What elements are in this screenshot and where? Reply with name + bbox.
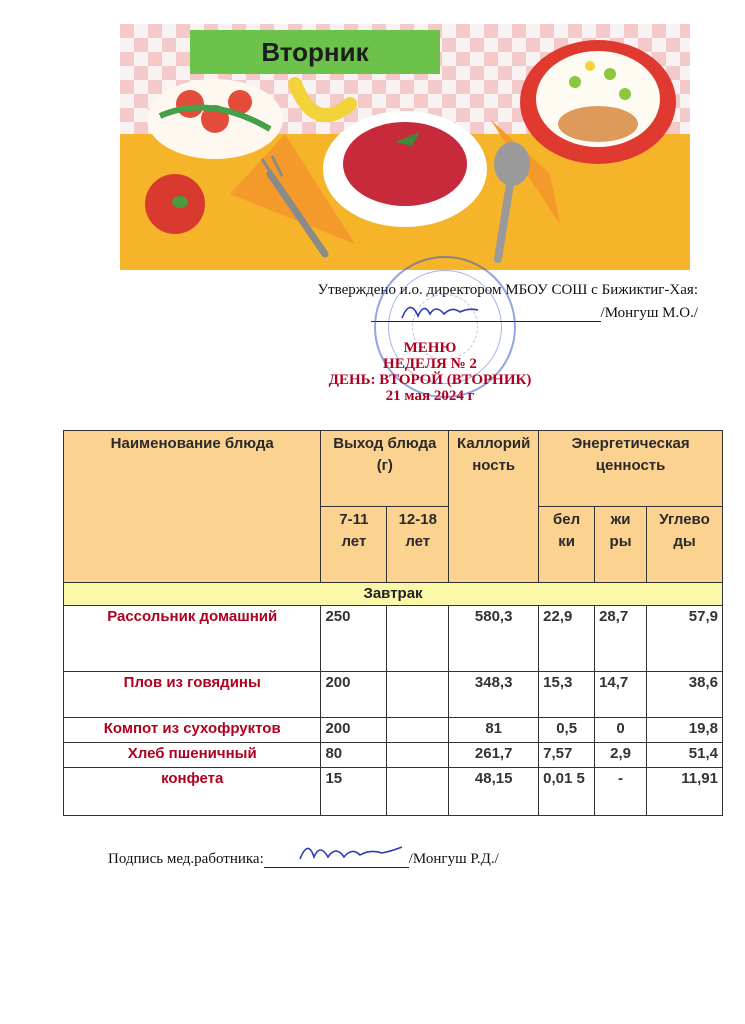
yield-12-18 [387, 672, 449, 718]
fat-value: 14,7 [595, 672, 647, 718]
header-dish: Наименование блюда [64, 431, 321, 583]
yield-12-18 [387, 768, 449, 816]
protein-value: 7,57 [539, 743, 595, 768]
director-signature [400, 296, 480, 326]
calories-value: 580,3 [449, 606, 539, 672]
yield-7-11: 15 [321, 768, 387, 816]
day-tag: Вторник [190, 30, 440, 74]
calories-value: 81 [449, 718, 539, 743]
yield-12-18 [387, 606, 449, 672]
yield-7-11: 200 [321, 672, 387, 718]
day-of-week: ДЕНЬ: ВТОРОЙ (ВТОРНИК) [328, 372, 532, 388]
medic-signature [296, 835, 406, 867]
section-breakfast: Завтрак [64, 583, 723, 606]
table-row [64, 743, 723, 768]
header-carbs: Углево ды [647, 507, 723, 583]
medic-name: /Монгуш Р.Д./ [408, 851, 499, 867]
calories-value: 348,3 [449, 672, 539, 718]
table-row [64, 768, 723, 816]
carbs-value: 51,4 [647, 743, 723, 768]
section-row [64, 583, 723, 606]
header-protein: бел ки [539, 507, 595, 583]
menu-title: МЕНЮ [403, 340, 457, 356]
dish-name: Компот из сухофруктов [64, 718, 321, 743]
dish-name: Хлеб пшеничный [64, 743, 321, 768]
fat-value: 0 [595, 718, 647, 743]
table-row [64, 718, 723, 743]
week-number: НЕДЕЛЯ № 2 [383, 356, 477, 372]
dish-name: Плов из говядины [64, 672, 321, 718]
protein-value: 15,3 [539, 672, 595, 718]
table-row [64, 672, 723, 718]
calories-value: 261,7 [449, 743, 539, 768]
carbs-value: 11,91 [647, 768, 723, 816]
menu-heading [230, 340, 630, 404]
header-energy: Энергетическая ценность [539, 431, 723, 507]
approval-line: Утверждено и.о. директором МБОУ СОШ с Бижиктиг-Хая: [317, 282, 698, 298]
fat-value: 2,9 [595, 743, 647, 768]
calories-value: 48,15 [449, 768, 539, 816]
yield-12-18 [387, 743, 449, 768]
header-calories: Каллорий ность [449, 431, 539, 583]
header-age-12-18: 12-18 лет [387, 507, 449, 583]
medic-signature-label: Подпись мед.работника: [108, 851, 264, 867]
table-row [64, 606, 723, 672]
dish-name: конфета [64, 768, 321, 816]
menu-table [63, 430, 723, 816]
carbs-value: 19,8 [647, 718, 723, 743]
yield-7-11: 200 [321, 718, 387, 743]
fat-value: - [595, 768, 647, 816]
protein-value: 0,01 5 [539, 768, 595, 816]
protein-value: 0,5 [539, 718, 595, 743]
yield-7-11: 80 [321, 743, 387, 768]
protein-value: 22,9 [539, 606, 595, 672]
dish-name: Рассольник домашний [64, 606, 321, 672]
fat-value: 28,7 [595, 606, 647, 672]
yield-7-11: 250 [321, 606, 387, 672]
yield-12-18 [387, 718, 449, 743]
header-age-7-11: 7-11 лет [321, 507, 387, 583]
header-yield: Выход блюда (г) [321, 431, 449, 507]
menu-date: 21 мая 2024 г [385, 388, 475, 404]
spoon-icon [494, 142, 530, 186]
menu-banner-illustration [120, 24, 690, 270]
header-fat: жи ры [595, 507, 647, 583]
director-name: /Монгуш М.О./ [600, 305, 698, 321]
carbs-value: 38,6 [647, 672, 723, 718]
carbs-value: 57,9 [647, 606, 723, 672]
